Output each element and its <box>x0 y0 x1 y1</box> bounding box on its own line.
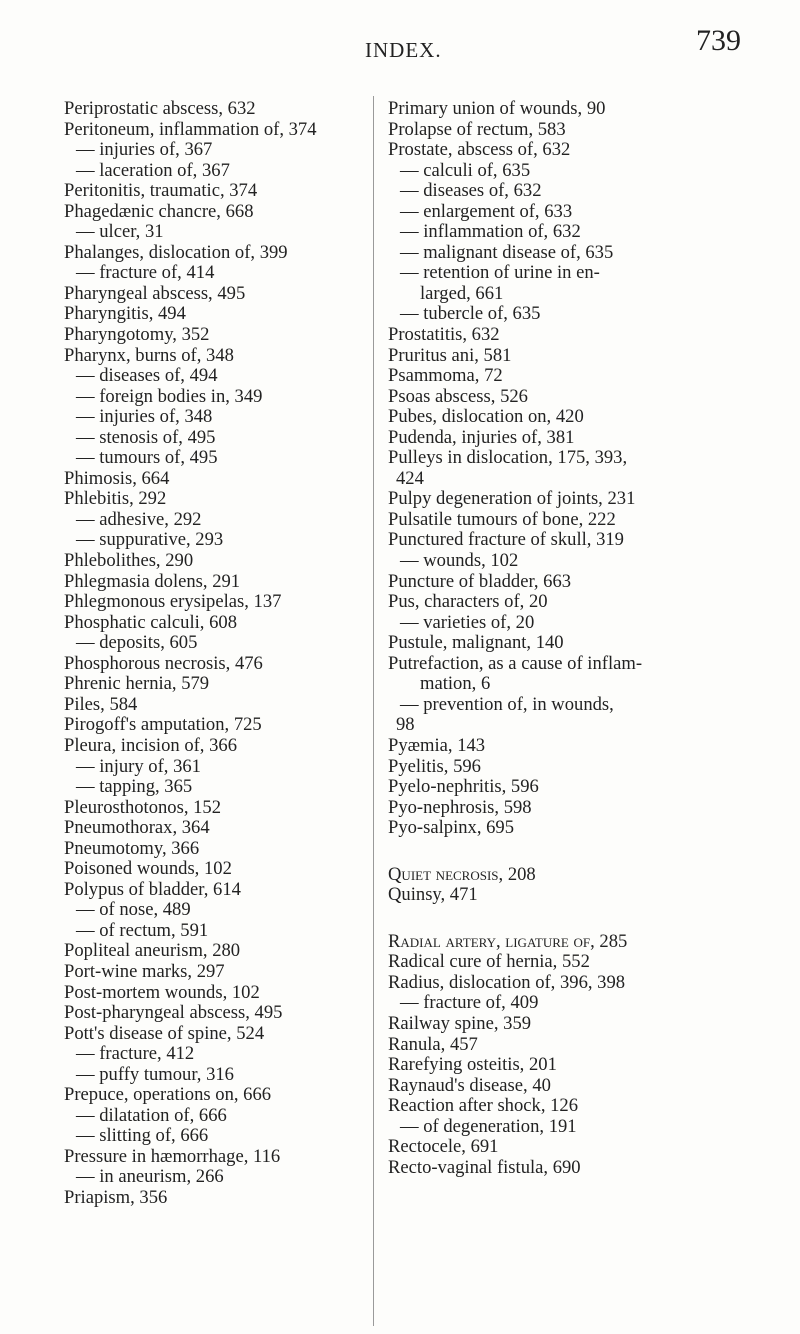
index-entry: Pharyngeal abscess, 495 <box>64 282 246 304</box>
index-entry: Reaction after shock, 126 <box>388 1095 579 1117</box>
index-subentry: — injury of, 361 <box>76 755 201 777</box>
index-entry: Phosphorous necrosis, 476 <box>64 652 263 674</box>
index-subentry: — ulcer, 31 <box>76 221 164 243</box>
index-entry: Prolapse of rectum, 583 <box>388 118 566 140</box>
index-entry: Phagedænic chancre, 668 <box>64 200 254 222</box>
index-subentry: — inflammation of, 632 <box>400 221 581 243</box>
index-entry: Priapism, 356 <box>64 1186 168 1208</box>
index-entry: Recto-vaginal fistula, 690 <box>388 1156 581 1178</box>
index-entry: Radius, dislocation of, 396, 398 <box>388 971 626 993</box>
index-continuation: mation, 6 <box>420 673 491 695</box>
index-subentry: — prevention of, in wounds, <box>400 693 614 715</box>
index-entry: Prostate, abscess of, 632 <box>388 139 571 161</box>
index-entry: Pneumotomy, 366 <box>64 837 200 859</box>
index-entry: Prostatitis, 632 <box>388 324 500 346</box>
index-entry: Pneumothorax, 364 <box>64 817 210 839</box>
index-entry: Periprostatic abscess, 632 <box>64 98 256 119</box>
index-entry: Phlegmonous erysipelas, 137 <box>64 591 282 613</box>
index-entry: Railway spine, 359 <box>388 1012 532 1034</box>
index-subentry: — foreign bodies in, 349 <box>76 385 263 407</box>
page-number: 739 <box>696 24 741 57</box>
index-subentry: — varieties of, 20 <box>400 611 535 633</box>
index-entry: Ranula, 457 <box>388 1033 478 1055</box>
index-subentry: — injuries of, 367 <box>76 139 213 161</box>
index-entry: Puncture of bladder, 663 <box>388 570 572 592</box>
index-entry: Phosphatic calculi, 608 <box>64 611 237 633</box>
index-subentry: — of nose, 489 <box>76 899 191 921</box>
index-subentry: — slitting of, 666 <box>76 1125 209 1147</box>
index-subentry: — tapping, 365 <box>76 776 193 798</box>
index-subentry: — fracture, 412 <box>76 1043 195 1065</box>
index-entry: Pleurosthotonos, 152 <box>64 796 222 818</box>
index-entry: Primary union of wounds, 90 <box>388 98 606 119</box>
index-entry: Popliteal aneurism, 280 <box>64 940 241 962</box>
index-entry: Radical cure of hernia, 552 <box>388 951 590 973</box>
index-subentry: — wounds, 102 <box>400 550 519 572</box>
index-entry: Psammoma, 72 <box>388 365 503 387</box>
index-entry: Polypus of bladder, 614 <box>64 878 241 900</box>
index-subentry: — tumours of, 495 <box>76 447 218 469</box>
index-entry: Post-mortem wounds, 102 <box>64 981 260 1003</box>
index-continuation: 424 <box>396 467 424 489</box>
index-entry: Psoas abscess, 526 <box>388 385 528 407</box>
index-continuation: 98 <box>396 714 415 736</box>
index-subentry: — adhesive, 292 <box>76 508 202 530</box>
index-subentry: — of degeneration, 191 <box>400 1115 577 1137</box>
index-entry: Pus, characters of, 20 <box>388 591 548 613</box>
index-subentry: — tubercle of, 635 <box>400 303 541 325</box>
index-entry: Pharyngitis, 494 <box>64 303 186 325</box>
index-entry: Pruritus ani, 581 <box>388 344 512 366</box>
index-entry: Pharynx, burns of, 348 <box>64 344 234 366</box>
index-subentry: — of rectum, 591 <box>76 919 209 941</box>
index-entry: Putrefaction, as a cause of inflam- <box>388 652 643 674</box>
index-entry: Phalanges, dislocation of, 399 <box>64 241 288 263</box>
index-entry: Pyæmia, 143 <box>388 734 486 756</box>
index-entry: Pirogoff's amputation, 725 <box>64 714 262 736</box>
index-subentry: — laceration of, 367 <box>76 159 230 181</box>
index-entry: Pubes, dislocation on, 420 <box>388 406 584 428</box>
index-continuation: larged, 661 <box>420 282 504 304</box>
index-entry: Pyo-nephrosis, 598 <box>388 796 532 818</box>
index-subentry: — retention of urine in en- <box>400 262 600 284</box>
index-entry: Pulleys in dislocation, 175, 393, <box>388 447 628 469</box>
index-entry: Phlegmasia dolens, 291 <box>64 570 241 592</box>
index-entry: Raynaud's disease, 40 <box>388 1074 551 1096</box>
column-divider <box>373 96 374 1326</box>
index-subentry: — calculi of, 635 <box>400 159 531 181</box>
index-entry: Poisoned wounds, 102 <box>64 858 232 880</box>
index-entry: Pressure in hæmorrhage, 116 <box>64 1145 281 1167</box>
index-subentry: — diseases of, 494 <box>76 365 218 387</box>
index-subentry: — fracture of, 414 <box>76 262 215 284</box>
index-entry: Punctured fracture of skull, 319 <box>388 529 624 551</box>
index-entry: Pulpy degeneration of joints, 231 <box>388 488 636 510</box>
index-column-left <box>64 99 364 1209</box>
index-subentry: — deposits, 605 <box>76 632 198 654</box>
index-entry: Pudenda, injuries of, 381 <box>388 426 575 448</box>
index-entry: Phimosis, 664 <box>64 467 170 489</box>
index-entry: Phlebolithes, 290 <box>64 550 194 572</box>
index-entry: Quiet necrosis, 208 <box>388 863 536 885</box>
index-subentry: — enlargement of, 633 <box>400 200 573 222</box>
index-entry: Pulsatile tumours of bone, 222 <box>388 508 616 530</box>
index-column-right <box>388 99 718 1178</box>
index-subentry: — in aneurism, 266 <box>76 1166 224 1188</box>
index-entry: Pyelo-nephritis, 596 <box>388 776 539 798</box>
index-entry: Radial artery, ligature of, 285 <box>388 930 628 952</box>
page-title: INDEX. <box>365 38 442 62</box>
index-entry: Post-pharyngeal abscess, 495 <box>64 1002 283 1024</box>
index-entry: Phrenic hernia, 579 <box>64 673 210 695</box>
index-subentry: — injuries of, 348 <box>76 406 213 428</box>
index-entry: Quinsy, 471 <box>388 884 478 906</box>
running-head <box>0 20 800 60</box>
index-entry: Pott's disease of spine, 524 <box>64 1022 265 1044</box>
index-entry: Peritonitis, traumatic, 374 <box>64 180 258 202</box>
index-entry: Phlebitis, 292 <box>64 488 167 510</box>
index-entry: Port-wine marks, 297 <box>64 960 225 982</box>
index-entry: Pyo-salpinx, 695 <box>388 817 515 839</box>
index-entry: Pyelitis, 596 <box>388 755 481 777</box>
index-subentry: — fracture of, 409 <box>400 992 539 1014</box>
index-subentry: — puffy tumour, 316 <box>76 1063 234 1085</box>
index-subentry: — dilatation of, 666 <box>76 1104 227 1126</box>
index-subentry: — suppurative, 293 <box>76 529 224 551</box>
index-entry: Prepuce, operations on, 666 <box>64 1084 272 1106</box>
index-entry: Pustule, malignant, 140 <box>388 632 564 654</box>
index-entry: Peritoneum, inflammation of, 374 <box>64 118 317 140</box>
index-subentry: — diseases of, 632 <box>400 180 542 202</box>
index-entry: Rectocele, 691 <box>388 1136 499 1158</box>
index-entry: Piles, 584 <box>64 693 138 715</box>
index-entry: Pleura, incision of, 366 <box>64 734 237 756</box>
index-subentry: — stenosis of, 495 <box>76 426 216 448</box>
index-subentry: — malignant disease of, 635 <box>400 241 614 263</box>
index-entry: Rarefying osteitis, 201 <box>388 1054 557 1076</box>
index-entry: Pharyngotomy, 352 <box>64 324 210 346</box>
